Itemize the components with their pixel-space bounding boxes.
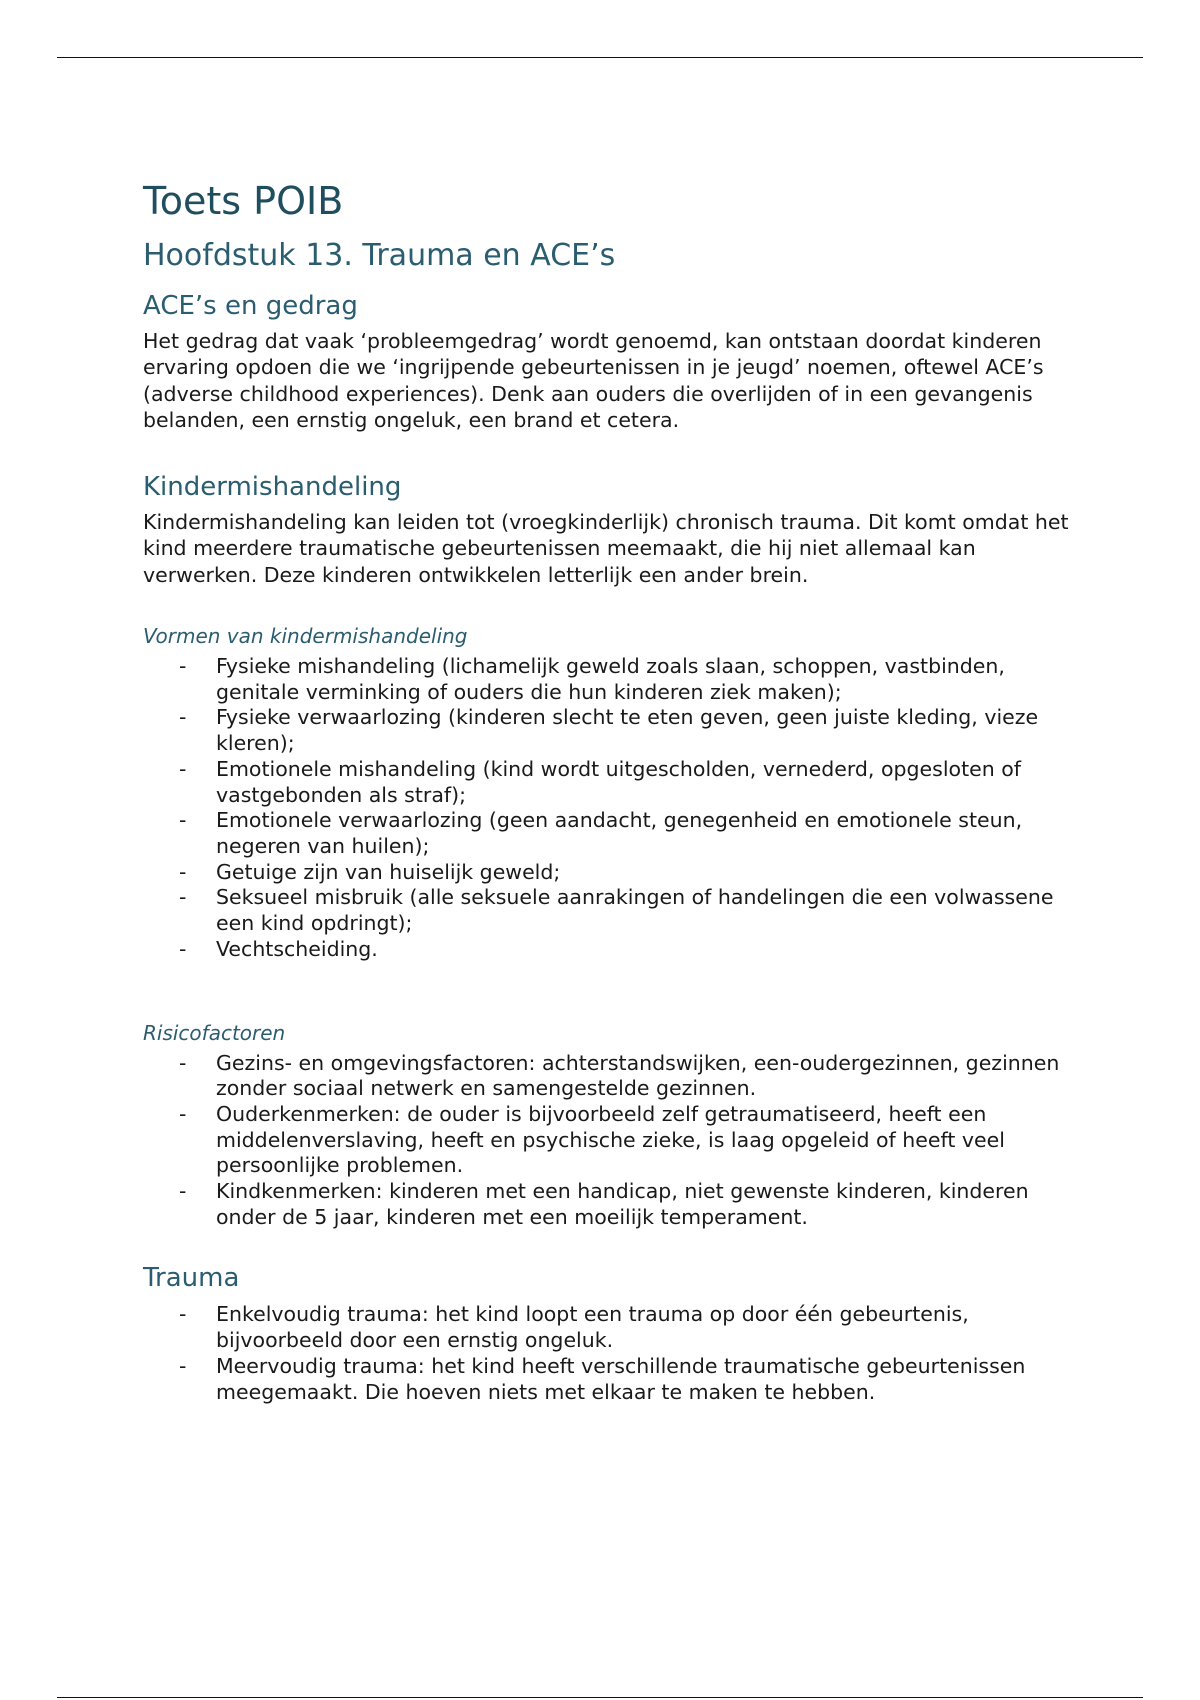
subheading-vormen: Vormen van kindermishandeling — [143, 624, 468, 649]
list-dash: - — [179, 808, 187, 833]
list-dash: - — [179, 859, 187, 884]
subheading-risicofactoren: Risicofactoren — [143, 1020, 286, 1045]
section-heading-aces: ACE’s en gedrag — [143, 291, 358, 321]
document-title: Toets POIB — [143, 179, 344, 223]
list-dash: - — [179, 654, 187, 679]
aces-paragraph: Het gedrag dat vaak ‘probleemgedrag’ wordt genoemd, kan ontstaan doordat kinderen ervaring opdoen die we ‘ingrijpende gebeurtenissen in je jeugd’ noemen, oftewel ACE’s (adverse childhood experiences). Denk aan ouders die overlijden of in een gevangenis belanden, een ernstig ongeluk, een brand et cetera. — [143, 329, 1044, 432]
list-dash: - — [179, 705, 187, 730]
chapter-heading: Hoofdstuk 13. Trauma en ACE’s — [143, 238, 616, 273]
trauma-list — [143, 1302, 1083, 1405]
kindermishandeling-paragraph: Kindermishandeling kan leiden tot (vroegkinderlijk) chronisch trauma. Dit komt omdat het kind meerdere traumatische gebeurtenissen meemaakt, die hij niet allemaal kan verwerken. Deze kinderen ontwikkelen letterlijk een ander brein. — [143, 510, 1069, 587]
section-heading-trauma: Trauma — [143, 1263, 240, 1294]
list-item: - Fysieke verwaarlozing (kinderen slecht te eten geven, geen juiste kleding, vieze kleren); — [179, 705, 1039, 756]
list-dash: - — [179, 1353, 187, 1378]
list-item: - Fysieke mishandeling (lichamelijk geweld zoals slaan, schoppen, vastbinden, genitale verminking of ouders die hun kinderen ziek maken); — [179, 654, 1005, 704]
list-item: - Kindkenmerken: kinderen met een handicap, niet gewenste kinderen, kinderen onder de 5 jaar, kinderen met een moeilijk temperament. — [179, 1179, 1029, 1229]
list-dash: - — [179, 1179, 187, 1204]
list-item: - Ouderkenmerken: de ouder is bijvoorbeeld zelf getraumatiseerd, heeft een middelenverslaving, heeft en psychische zieke, is laag opgeleid of heeft veel persoonlijke problemen. — [179, 1101, 1005, 1178]
list-dash: - — [179, 1050, 187, 1075]
list-item: - Seksueel misbruik (alle seksuele aanrakingen of handelingen die een volwassene een kind opdringt); — [179, 885, 1054, 936]
risicofactoren-list — [143, 1051, 1083, 1231]
list-dash: - — [179, 936, 187, 961]
list-item: - Emotionele mishandeling (kind wordt uitgescholden, vernederd, opgesloten of vastgebonden als straf); — [179, 756, 1021, 807]
list-dash: - — [179, 1302, 187, 1327]
list-item: - Emotionele verwaarlozing (geen aandacht, genegenheid en emotionele steun, negeren van huilen); — [179, 808, 1023, 858]
list-dash: - — [179, 756, 187, 781]
section-heading-kindermishandeling: Kindermishandeling — [143, 472, 402, 503]
vormen-list — [143, 654, 1083, 962]
list-dash: - — [179, 885, 187, 910]
list-item: - Enkelvoudig trauma: het kind loopt een trauma op door één gebeurtenis, bijvoorbeeld door een ernstig ongeluk. — [179, 1302, 969, 1353]
list-item: - Getuige zijn van huiselijk geweld; — [179, 859, 561, 884]
list-dash: - — [179, 1101, 187, 1126]
header-rule — [57, 57, 1143, 58]
page-content — [143, 176, 1083, 1405]
list-item: - Meervoudig trauma: het kind heeft verschillende traumatische gebeurtenissen meegemaakt. Die hoeven niets met elkaar te maken te hebben. — [179, 1353, 1026, 1404]
list-item: - Vechtscheiding. — [179, 936, 378, 961]
footer-rule — [57, 1697, 1143, 1698]
list-item: - Gezins- en omgevingsfactoren: achterstandswijken, een-oudergezinnen, gezinnen zonder sociaal netwerk en samengestelde gezinnen. — [179, 1050, 1060, 1101]
